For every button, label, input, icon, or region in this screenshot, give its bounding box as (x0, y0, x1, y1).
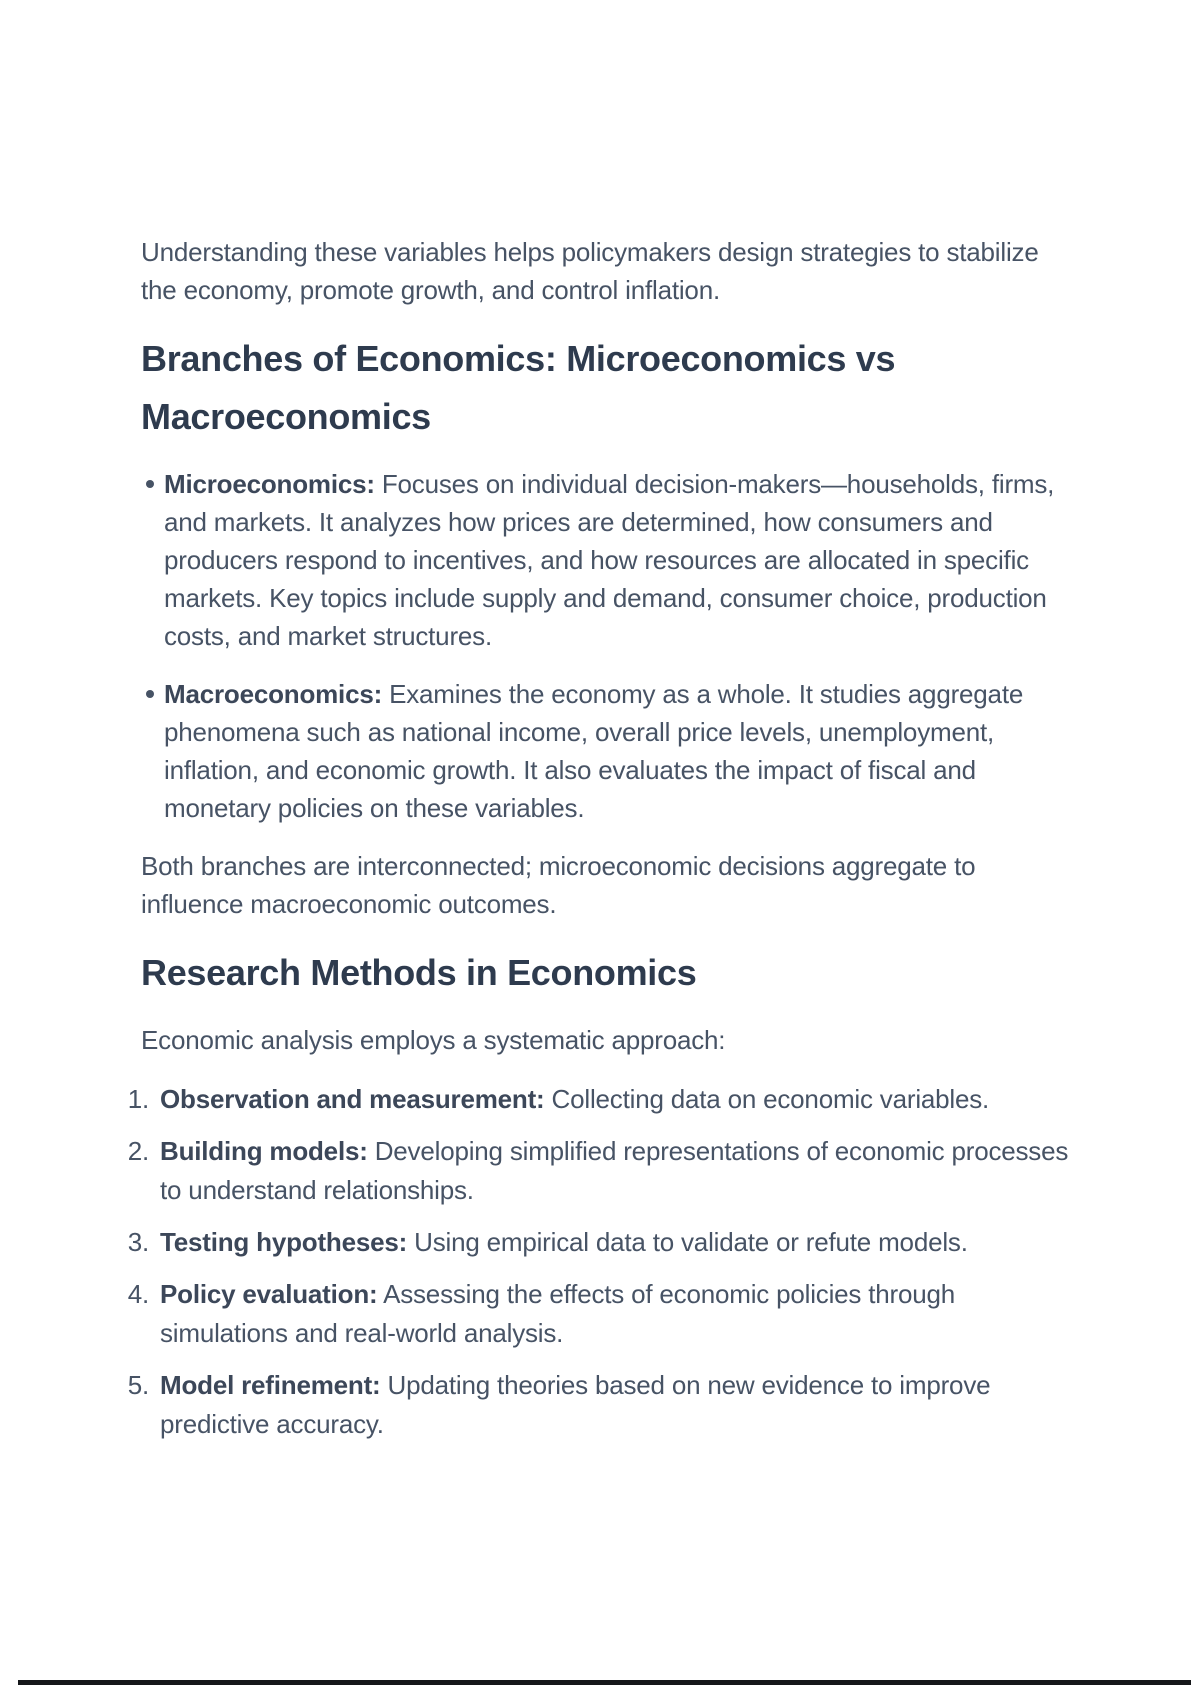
step-term: Testing hypotheses: (160, 1227, 408, 1257)
step-number: 3. (127, 1227, 149, 1257)
step-term: Model refinement: (160, 1370, 381, 1400)
step-item-building-models (127, 1132, 1071, 1210)
list-item-term: Macroeconomics: (164, 679, 383, 709)
bullet-marker (146, 480, 154, 488)
branches-list (141, 465, 1071, 827)
step-item-model-refinement (127, 1366, 1071, 1444)
closing-paragraph: Both branches are interconnected; microeconomic decisions aggregate to influence macroeconomic outcomes. (141, 851, 976, 919)
list-item-macroeconomics (141, 675, 1071, 827)
step-text: Collecting data on economic variables. (551, 1084, 990, 1114)
research-steps-list (127, 1080, 1071, 1444)
step-text: Developing simplified representations of economic processes to understand relationships. (160, 1136, 1069, 1205)
step-text: Using empirical data to validate or refute models. (414, 1227, 968, 1257)
bullet-marker (146, 690, 154, 698)
section-heading-research: Research Methods in Economics (141, 952, 697, 993)
list-item-term: Microeconomics: (164, 469, 375, 499)
step-term: Building models: (160, 1136, 368, 1166)
step-item-testing-hypotheses (127, 1223, 1071, 1262)
list-item-text: Examines the economy as a whole. It studies aggregate phenomena such as national income, overall price levels, unemployment, inflation, and economic growth. It also evaluates the impact of fiscal and monetary policies on these variables. (164, 679, 1024, 823)
list-item-text: Focuses on individual decision-makers—households, firms, and markets. It analyzes how prices are determined, how consumers and producers respond to incentives, and how resources are allocated in specific markets. Key topics include supply and demand, consumer choice, production costs, and market structures. (164, 469, 1055, 651)
step-number: 5. (127, 1370, 149, 1400)
step-number: 2. (127, 1136, 149, 1166)
step-item-observation (127, 1080, 1071, 1119)
intro-paragraph: Understanding these variables helps policymakers design strategies to stabilize the economy, promote growth, and control inflation. (141, 237, 1039, 305)
step-text: Updating theories based on new evidence to improve predictive accuracy. (160, 1370, 991, 1439)
research-intro: Economic analysis employs a systematic approach: (141, 1025, 726, 1055)
step-term: Policy evaluation: (160, 1279, 378, 1309)
step-text: Assessing the effects of economic policies through simulations and real-world analysis. (160, 1279, 956, 1348)
step-item-policy-evaluation (127, 1275, 1071, 1353)
section-heading-branches: Branches of Economics: Microeconomics vs Macroeconomics (141, 338, 896, 437)
list-item-microeconomics (141, 465, 1071, 655)
step-term: Observation and measurement: (160, 1084, 545, 1114)
footer-bar (18, 1680, 1191, 1685)
step-number: 1. (127, 1084, 149, 1114)
step-number: 4. (127, 1279, 149, 1309)
